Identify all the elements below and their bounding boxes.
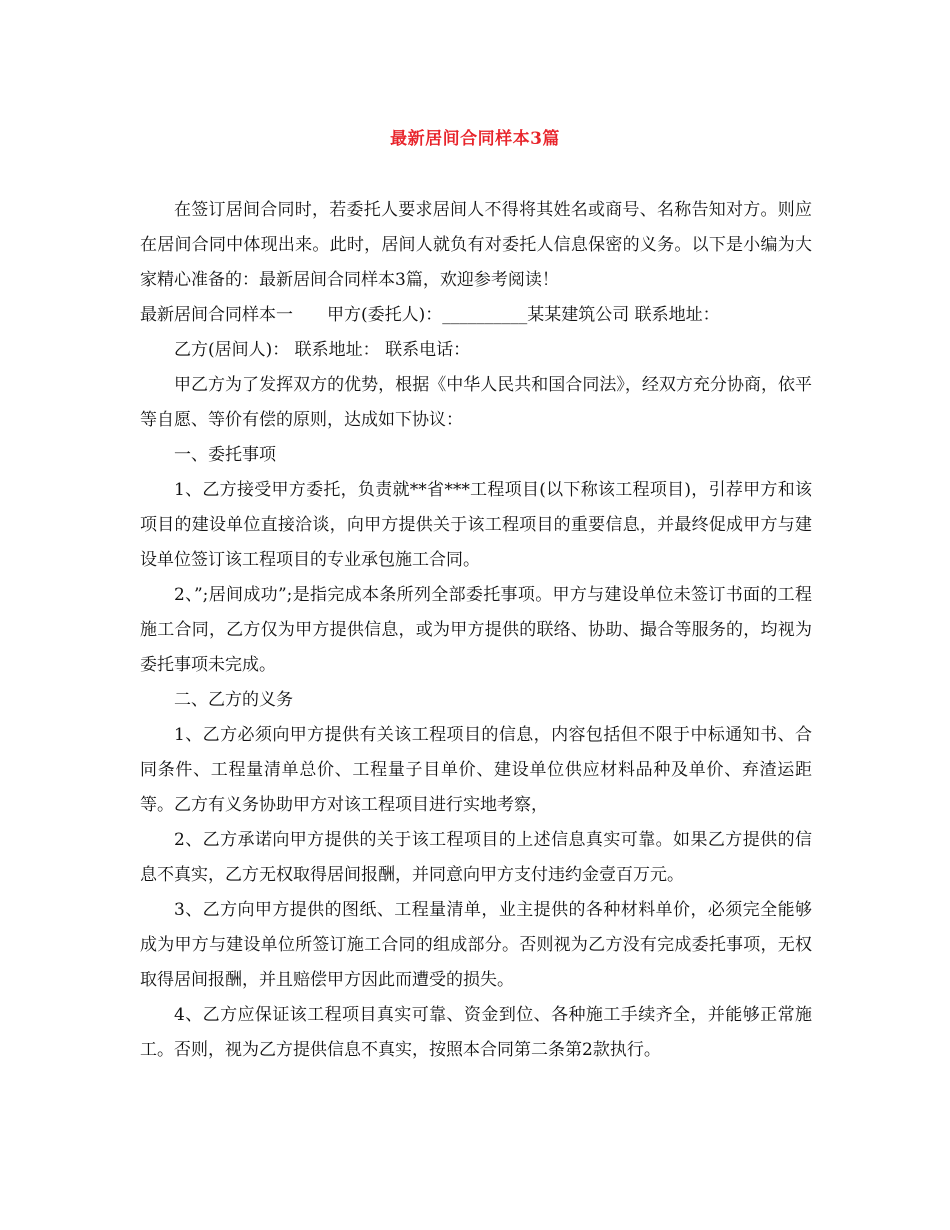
document-title: 最新居间合同样本3篇 — [390, 129, 560, 149]
clause-paragraph: 2、乙方承诺向甲方提供的关于该工程项目的上述信息真实可靠。如果乙方提供的信息不真实，乙方无权取得居间报酬，并同意向甲方支付违约金壹百万元。 — [140, 830, 812, 885]
clause-paragraph: 3、乙方向甲方提供的图纸、工程量清单，业主提供的各种材料单价，必须完全能够成为甲方与建设单位所签订施工合同的组成部分。否则视为乙方没有完成委托事项，无权取得居间报酬，并且赔偿甲方因此而遭受的损失。 — [140, 900, 812, 990]
clause-paragraph: 1、乙方必须向甲方提供有关该工程项目的信息，内容包括但不限于中标通知书、合同条件、工程量清单总价、工程量子目单价、建设单位供应材料品种及单价、弃渣运距等。乙方有义务协助甲方对该工程项目进行实地考察， — [140, 725, 812, 815]
section-heading: 二、乙方的义务 — [174, 690, 293, 710]
party-a-line: 最新居间合同样本一 甲方(委托人)：__________某某建筑公司 联系地址： — [140, 305, 720, 325]
intro-paragraph: 在签订居间合同时，若委托人要求居间人不得将其姓名或商号、名称告知对方。则应在居间合同中体现出来。此时，居间人就负有对委托人信息保密的义务。以下是小编为大家精心准备的：最新居间合同样本3篇，欢迎参考阅读！ — [140, 200, 812, 290]
clause-paragraph: 2、”;居间成功”;是指完成本条所列全部委托事项。甲方与建设单位未签订书面的工程施工合同，乙方仅为甲方提供信息，或为甲方提供的联络、协助、撮合等服务的，均视为委托事项未完成。 — [140, 585, 812, 675]
clause-paragraph: 1、乙方接受甲方委托，负责就**省***工程项目(以下称该工程项目)，引荐甲方和该项目的建设单位直接洽谈，向甲方提供关于该工程项目的重要信息，并最终促成甲方与建设单位签订该工程项目的专业承包施工合同。 — [140, 480, 812, 570]
document-body — [140, 193, 812, 1068]
section-heading: 一、委托事项 — [174, 445, 276, 465]
clause-paragraph: 4、乙方应保证该工程项目真实可靠、资金到位、各种施工手续齐全，并能够正常施工。否则，视为乙方提供信息不真实，按照本合同第二条第2款执行。 — [140, 1005, 812, 1060]
preamble-paragraph: 甲乙方为了发挥双方的优势，根据《中华人民共和国合同法》，经双方充分协商，依平等自愿、等价有偿的原则，达成如下协议： — [140, 375, 812, 430]
party-b-line: 乙方(居间人)： 联系地址： 联系电话： — [174, 340, 471, 360]
